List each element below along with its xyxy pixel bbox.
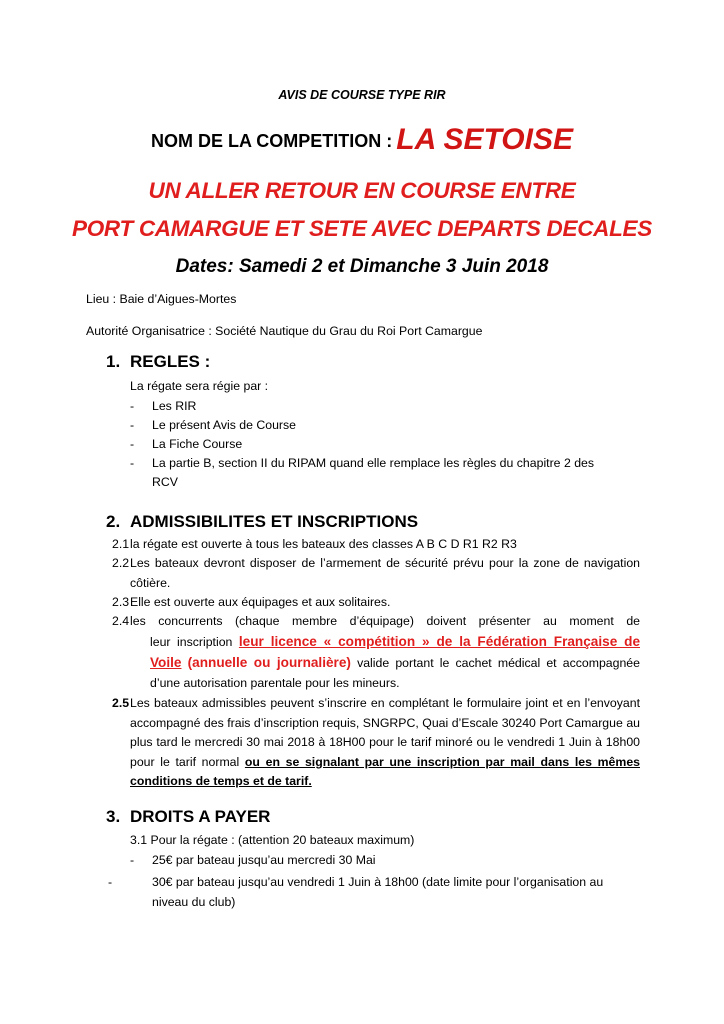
document-subtitle: AVIS DE COURSE TYPE RIR (278, 88, 446, 102)
clause-2-4: 2.4 les concurrents (chaque membre d’équipage) doivent présenter au moment de (112, 614, 640, 628)
clause-3-1: 3.1 Pour la régate : (attention 20 bateaux maximum) (130, 833, 415, 847)
event-dates: Dates: Samedi 2 et Dimanche 3 Juin 2018 (175, 256, 549, 277)
section-2-title: ADMISSIBILITES ET INSCRIPTIONS (130, 512, 419, 531)
list-item: - Les RIR (130, 399, 197, 413)
competition-name: LA SETOISE (396, 123, 574, 156)
licence-type: (annuelle ou journalière) (187, 654, 351, 670)
headline-1: UN ALLER RETOUR EN COURSE ENTRE (148, 178, 576, 203)
clause-2-2: 2.2 Les bateaux devront disposer de l’armement de sécurité prévu pour la zone de navigation côtière. (112, 556, 640, 590)
licence-requirement: leur licence « compétition » de la Fédération Française de Voile (150, 634, 640, 670)
section-1-heading (106, 352, 210, 372)
section-3-heading (106, 807, 270, 827)
list-item-continuation: RCV (152, 475, 178, 489)
section-2-heading (106, 512, 418, 532)
clause-2-3: 2.3 Elle est ouverte aux équipages et aux solitaires. (112, 595, 391, 609)
section-1-number: 1. (106, 352, 121, 371)
mail-registration-note: ou en se signalant par une inscription par mail dans les mêmes conditions de temps et de tarif. (130, 754, 640, 789)
organizing-authority-line: Autorité Organisatrice : Société Nautique du Grau du Roi Port Camargue (86, 324, 483, 338)
list-item: - La Fiche Course (130, 437, 243, 451)
competition-line (0, 120, 724, 161)
location-line: Lieu : Baie d’Aigues-Mortes (86, 292, 237, 306)
section-2-number: 2. (106, 512, 121, 531)
section-3-number: 3. (106, 807, 121, 826)
section-3-title: DROITS A PAYER (130, 807, 271, 826)
section-1-title: REGLES : (130, 352, 211, 371)
fee-item: - 30€ par bateau jusqu’au vendredi 1 Juin à 18h00 (date limite pour l’organisation au niveau du club) (108, 875, 604, 909)
clause-2-5: 2.5 Les bateaux admissibles peuvent s’inscrire en complétant le formulaire joint et en l’envoyant accompagné des frais d’inscription requis, SNGRPC, Quai d’Escale 30240 Port Camargue au plus tard le mercredi 30 mai 2018 à 18H00 pour le tarif minoré ou le vendredi 1 Juin à 18h00 pour le tarif normal ou en se signalant par une inscription par mail dans les mêmes conditions de temps et de tarif. (112, 696, 640, 789)
clause-2-4-body: leur inscription leur licence « compétition » de la Fédération Française de Voile (annuelle ou journalière) valide portant le cachet médical et accompagnée d’une autorisation parentale pour les mineurs. (150, 634, 640, 690)
rules-intro: La régate sera régie par : (130, 379, 269, 393)
competition-label: NOM DE LA COMPETITION : (150, 131, 393, 151)
headline-2: PORT CAMARGUE ET SETE AVEC DEPARTS DECALES (72, 216, 652, 241)
fee-item: - 25€ par bateau jusqu’au mercredi 30 Mai (130, 853, 376, 867)
clause-2-1: 2.1 la régate est ouverte à tous les bateaux des classes A B C D R1 R2 R3 (112, 537, 517, 551)
list-item: - Le présent Avis de Course (130, 418, 297, 432)
list-item: - La partie B, section II du RIPAM quand elle remplace les règles du chapitre 2 des (130, 456, 595, 470)
